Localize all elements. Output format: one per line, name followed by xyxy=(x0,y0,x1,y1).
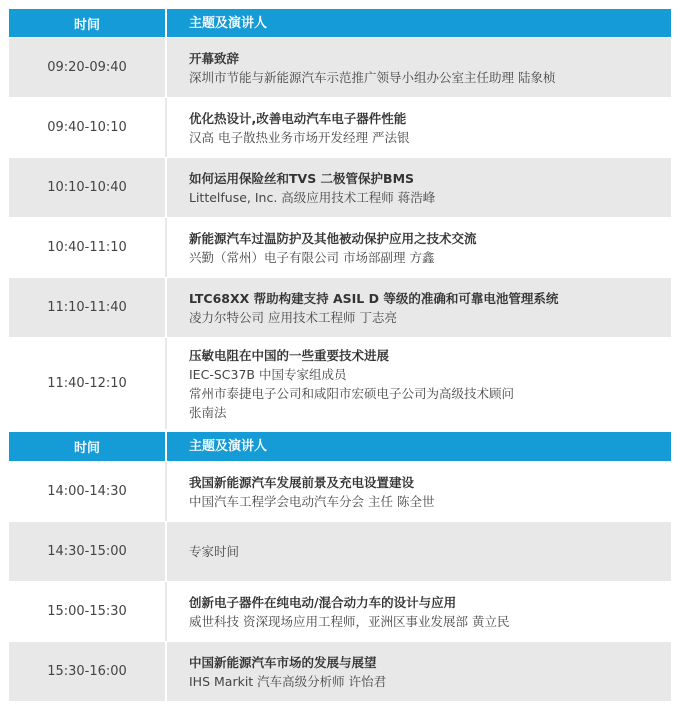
session-title: 优化热设计,改善电动汽车电子器件性能 xyxy=(189,110,407,126)
session-title: 如何运用保险丝和TVS 二极管保护BMS xyxy=(189,170,415,186)
table-header-am xyxy=(8,8,672,38)
session-info xyxy=(167,338,671,429)
session-time: 11:10-11:40 xyxy=(9,278,167,337)
session-time: 15:00-15:30 xyxy=(9,582,167,641)
session-info xyxy=(167,218,671,277)
table-row xyxy=(8,582,672,642)
schedule-table xyxy=(8,8,672,702)
session-time: 10:40-11:10 xyxy=(9,218,167,277)
session-speaker: 中国汽车工程学会电动汽车分会 主任 陈全世 xyxy=(189,493,435,509)
session-time: 09:40-10:10 xyxy=(9,98,167,157)
session-title: 我国新能源汽车发展前景及充电设置建设 xyxy=(189,474,415,490)
table-row xyxy=(8,38,672,98)
session-time: 09:20-09:40 xyxy=(9,38,167,97)
session-speaker: 汉高 电子散热业务市场开发经理 严法银 xyxy=(189,129,410,145)
table-row xyxy=(8,642,672,702)
session-speaker: 专家时间 xyxy=(189,544,240,559)
session-speaker: 凌力尔特公司 应用技术工程师 丁志亮 xyxy=(189,309,397,325)
session-title: 创新电子器件在纯电动/混合动力车的设计与应用 xyxy=(189,594,457,610)
session-time: 14:30-15:00 xyxy=(9,522,167,581)
session-title: 压敏电阻在中国的一些重要技术进展 xyxy=(189,347,390,363)
table-row xyxy=(8,522,672,582)
session-time: 15:30-16:00 xyxy=(9,642,167,701)
session-info xyxy=(167,582,671,641)
session-info xyxy=(167,38,671,97)
session-info xyxy=(167,158,671,217)
header-time: 时间 xyxy=(9,9,167,37)
session-speaker: IEC-SC37B 中国专家组成员 xyxy=(189,366,347,382)
session-speaker: Littelfuse, Inc. 高级应用技术工程师 蒋浩峰 xyxy=(189,189,436,205)
session-time: 10:10-10:40 xyxy=(9,158,167,217)
session-time: 14:00-14:30 xyxy=(9,462,167,521)
session-speaker: 兴勤（常州）电子有限公司 市场部副理 方鑫 xyxy=(189,249,435,265)
session-info xyxy=(167,278,671,337)
session-speaker: 常州市泰捷电子公司和咸阳市宏硕电子公司为高级技术顾问 xyxy=(189,385,515,401)
session-speaker: IHS Markit 汽车高级分析师 许怡君 xyxy=(189,673,387,689)
session-title: 开幕致辞 xyxy=(189,50,240,66)
session-info xyxy=(167,642,671,701)
table-row xyxy=(8,158,672,218)
table-header-pm xyxy=(8,432,672,462)
session-title: 中国新能源汽车市场的发展与展望 xyxy=(189,654,377,670)
header-topic: 主题及演讲人 xyxy=(189,15,268,31)
session-info xyxy=(167,522,671,581)
session-speaker: 张南法 xyxy=(189,404,227,420)
session-info xyxy=(167,462,671,521)
session-speaker: 深圳市节能与新能源汽车示范推广领导小组办公室主任助理 陆象桢 xyxy=(189,69,556,85)
table-row xyxy=(8,218,672,278)
session-speaker: 威世科技 资深现场应用工程师，亚洲区事业发展部 黄立民 xyxy=(189,613,510,629)
session-title: LTC68XX 帮助构建支持 ASIL D 等级的准确和可靠电池管理系统 xyxy=(189,290,559,306)
header-topic: 主题及演讲人 xyxy=(189,439,268,454)
table-row xyxy=(8,338,672,430)
header-time: 时间 xyxy=(9,432,167,461)
table-row xyxy=(8,98,672,158)
table-row xyxy=(8,462,672,522)
table-row xyxy=(8,278,672,338)
session-time: 11:40-12:10 xyxy=(9,338,167,429)
session-title: 新能源汽车过温防护及其他被动保护应用之技术交流 xyxy=(189,230,477,246)
session-info xyxy=(167,98,671,157)
